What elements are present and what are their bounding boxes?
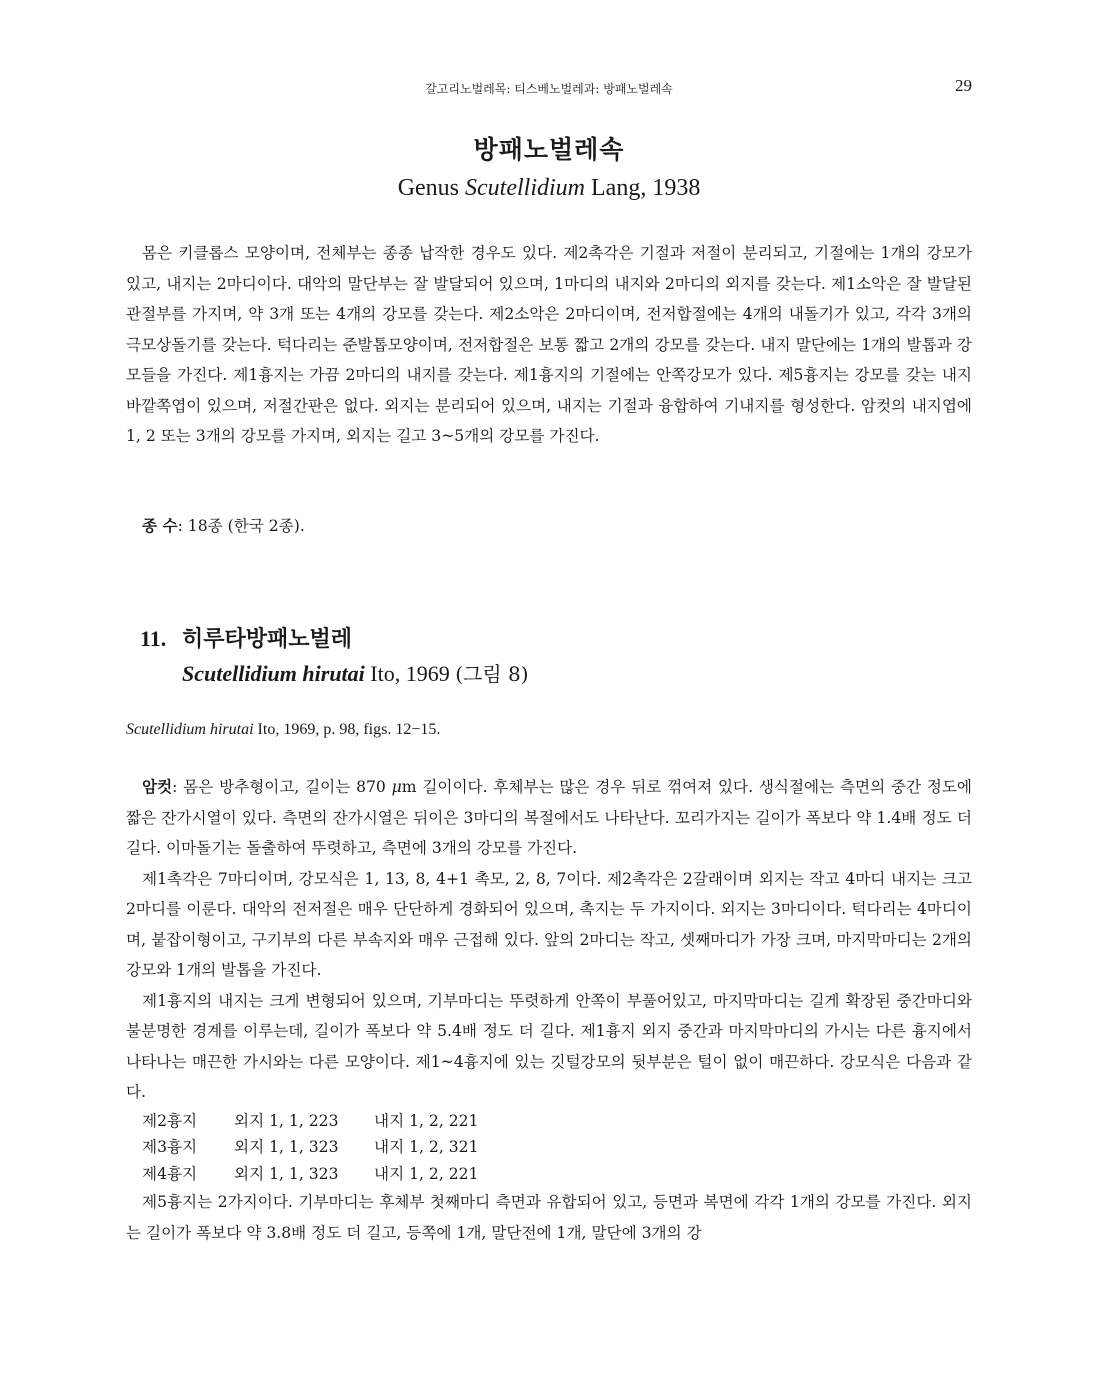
species-title-korean: [140, 622, 940, 656]
running-title: 갈고리노벌레목: 티스베노벌레과: 방패노벌레속: [425, 82, 673, 96]
running-header: [126, 76, 972, 100]
setal-formula-row: [126, 1108, 972, 1135]
species-heading: [140, 622, 940, 692]
species-count-value: : 18종 (한국 2종).: [177, 517, 305, 535]
genus-latin-name: [126, 171, 972, 205]
genus-description: 몸은 키클롭스 모양이며, 전체부는 종종 납작한 경우도 있다. 제2촉각은 기절과 저절이 분리되고, 기절에는 1개의 강모가 있고, 내지는 2마디이다. 대악의 말단부는 잘 발달되어 있으며, 1마디의 내지와 2마디의 외지를 갖는다. 제1소악은 잘 발달된 관절부를 가지며, 약 3개 또는 4개의 강모를 갖는다. 제2소악은 2마디이며, 전저합절에는 4개의 내돌기가 있고, 각각 3개의 극모상돌기를 갖는다. 턱다리는 준발톱모양이며, 전저합절은 보통 짧고 2개의 강모를 갖는다. 내지 말단에는 1개의 발톱과 강모들을 가진다. 제1흉지는 가끔 2마디의 내지를 갖는다. 제1흉지의 기절에는 안쪽강모가 있다. 제5흉지는 강모를 갖는 내지 바깥쪽엽이 있으며, 저절간판은 없다. 외지는 분리되어 있으며, 내지는 기절과 융합하여 기내지를 형성한다. 암컷의 내지엽에 1, 2 또는 3개의 강모를 가지며, 외지는 길고 3~5개의 강모를 가진다.: [126, 244, 972, 445]
species-korean-name: 히루타방패노벌레: [182, 626, 353, 652]
genus-korean-name: 방패노벌레속: [473, 135, 625, 164]
genus-description-section: [126, 238, 972, 452]
species-authority: Ito, 1969: [364, 661, 456, 686]
female-para1-b: m 길이이다. 후체부는 많은 경우 뒤로 꺾여져 있다. 생식절에는 측면의 중간 정도에 짧은 잔가시열이 있다. 측면의 잔가시열은 뒤이은 3마디의 복절에서도 나타난다. 꼬리가지는 길이가 폭보다 약 1.4배 정도 더 길다. 이마돌기는 돌출하여 뚜렷하고, 측면에 3개의 강모를 가진다.: [126, 778, 972, 857]
female-paragraph-3: 제1흉지의 내지는 크게 변형되어 있으며, 기부마디는 뚜렷하게 안쪽이 부풀어있고, 마지막마디는 길게 확장된 중간마디와 불분명한 경계를 이루는데, 길이가 폭보다 약 5.4배 정도 더 길다. 제1흉지 외지 중간과 마지막마디의 가시는 다른 흉지에서 나타나는 매끈한 가시와는 다른 모양이다. 제1~4흉지에 있는 깃털강모의 뒷부분은 털이 없이 매끈하다. 강모식은 다음과 같다.: [126, 991, 972, 1101]
setal-formula-table: [126, 1108, 972, 1188]
species-count: [126, 511, 972, 542]
genus-prefix: Genus: [397, 175, 466, 201]
citation-details: Ito, 1969, p. 98, figs. 12−15.: [253, 721, 441, 738]
female-paragraph-4: 제5흉지는 2가지이다. 기부마디는 후체부 첫째마디 측면과 유합되어 있고, 등면과 복면에 각각 1개의 강모를 가진다. 외지는 길이가 폭보다 약 3.8배 정도 더 길고, 등쪽에 1개, 말단전에 1개, 말단에 3개의 강: [126, 1193, 972, 1242]
female-para1-a: : 몸은 방추형이고, 길이는 870: [172, 778, 392, 796]
species-latin-name: Scutellidium hirutai: [182, 661, 365, 686]
exopod-formula: 외지 1, 1, 323: [234, 1164, 339, 1183]
species-count-label: 종 수: [142, 516, 178, 535]
female-description-section: [126, 772, 972, 1248]
citation: [126, 715, 972, 746]
leg-name: 제2흉지: [142, 1111, 198, 1130]
species-number: 11.: [140, 626, 167, 651]
female-label: 암컷: [142, 777, 173, 796]
page-number: 29: [955, 76, 972, 95]
genus-name: Scutellidium: [465, 175, 585, 201]
endopod-formula: 내지 1, 2, 321: [374, 1138, 479, 1156]
female-paragraph-2: 제1촉각은 7마디이며, 강모식은 1, 13, 8, 4+1 촉모, 2, 8, 7이다. 제2촉각은 2갈래이며 외지는 작고 4마디 내지는 크고 2마디를 이룬다. 대악의 전저절은 매우 단단하게 경화되어 있으며, 촉지는 두 가지이다. 외지는 3마디이다. 턱다리는 4마디이며, 붙잡이형이고, 구기부의 다른 부속지와 매우 근접해 있다. 앞의 2마디는 작고, 셋째마디가 가장 크며, 마지막마디는 2개의 강모와 1개의 발톱을 가진다.: [126, 869, 972, 979]
setal-formula-row: [126, 1134, 972, 1161]
endopod-formula: 내지 1, 2, 221: [374, 1111, 479, 1130]
species-count-section: [126, 511, 972, 542]
exopod-formula: 외지 1, 1, 223: [234, 1111, 339, 1130]
unit-mu: μ: [391, 778, 402, 796]
setal-formula-row: [126, 1161, 972, 1188]
figure-reference: (그림 8): [455, 662, 529, 686]
citation-section: [126, 715, 972, 746]
leg-name: 제3흉지: [142, 1138, 198, 1156]
exopod-formula: 외지 1, 1, 323: [234, 1138, 339, 1156]
genus-heading: [126, 133, 972, 205]
female-paragraph-1: [126, 772, 972, 864]
citation-name: Scutellidium hirutai: [126, 721, 254, 738]
species-title-latin: [140, 656, 940, 692]
genus-authority: Lang, 1938: [585, 175, 701, 201]
endopod-formula: 내지 1, 2, 221: [374, 1164, 479, 1183]
leg-name: 제4흉지: [142, 1164, 198, 1183]
